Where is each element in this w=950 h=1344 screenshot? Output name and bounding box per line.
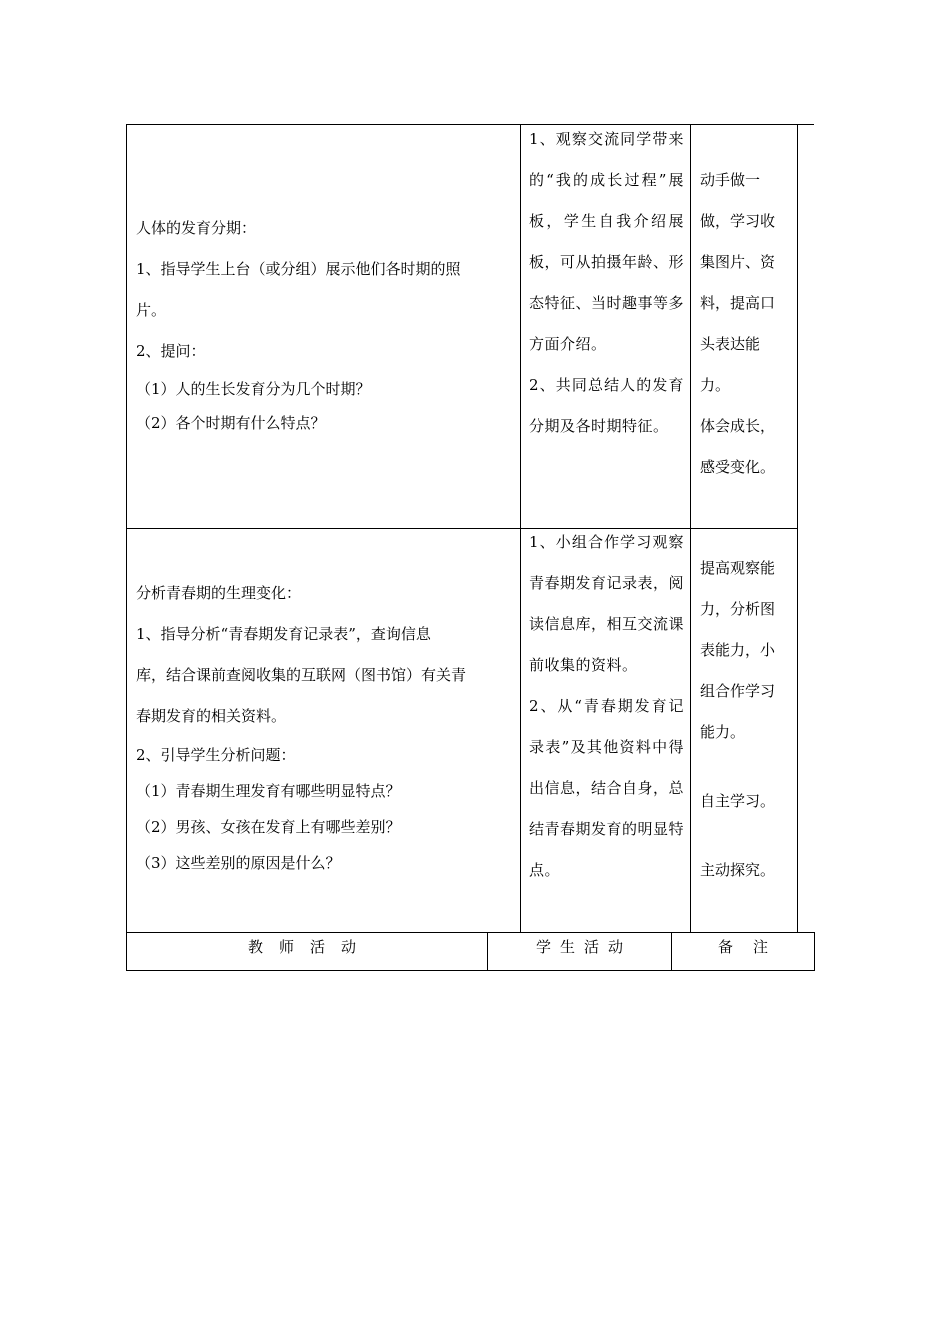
footer-border-top xyxy=(126,932,814,933)
row2-note-line: 提高观察能 xyxy=(700,559,776,577)
row1-note-line: 做，学习收 xyxy=(700,212,776,230)
row2-note-line: 力，分析图 xyxy=(700,600,776,618)
row2-student-para: 1、小组合作学习观察青春期发育记录表，阅读信息库，相互交流课前收集的资料。 xyxy=(529,533,685,674)
row1-teacher-line: （1）人的生长发育分为几个时期？ xyxy=(136,380,371,398)
row2-student-activity xyxy=(529,522,684,891)
table-border-left xyxy=(126,124,127,971)
row2-teacher-line: 库，结合课前查阅收集的互联网（图书馆）有关青 xyxy=(136,666,467,684)
table-border-right xyxy=(814,932,815,971)
row2-note-line xyxy=(700,753,788,781)
footer-divider-2 xyxy=(671,932,672,971)
col-divider-3 xyxy=(797,124,798,933)
row1-note-line: 料，提高口 xyxy=(700,294,776,312)
student-activity-header: 学生活动 xyxy=(536,938,633,956)
row2-note-line: 表能力，小 xyxy=(700,641,776,659)
row2-note-line: 自主学习。 xyxy=(700,792,776,810)
row2-teacher-activity xyxy=(136,573,516,881)
teacher-activity-header: 教师活动 xyxy=(248,938,373,956)
row2-note-line: 主动探究。 xyxy=(700,861,776,879)
row1-student-para: 2、共同总结人的发育分期及各时期特征。 xyxy=(529,376,684,435)
row1-teacher-line: 片。 xyxy=(136,301,167,319)
row2-teacher-line: 1、指导分析“青春期发育记录表”，查询信息 xyxy=(136,625,431,643)
row1-teacher-line: 人体的发育分期： xyxy=(136,219,257,237)
row2-note-line xyxy=(700,822,788,850)
row1-teacher-line: （2）各个时期有什么特点？ xyxy=(136,414,326,432)
row2-teacher-line: （1）青春期生理发育有哪些明显特点？ xyxy=(136,782,401,800)
row1-note-line: 头表达能 xyxy=(700,335,761,353)
row1-note-line: 力。 xyxy=(700,376,731,394)
row2-teacher-line: 春期发育的相关资料。 xyxy=(136,707,287,725)
row2-note-line: 组合作学习 xyxy=(700,682,776,700)
row-divider xyxy=(126,528,798,529)
table-border-top xyxy=(126,124,814,125)
row1-student-activity xyxy=(529,119,684,447)
row2-teacher-line: （2）男孩、女孩在发育上有哪些差别？ xyxy=(136,818,401,836)
row1-teacher-activity xyxy=(136,208,516,440)
col-divider-1 xyxy=(520,124,521,933)
row2-teacher-line: 分析青春期的生理变化： xyxy=(136,584,302,602)
row1-teacher-line: 2、提问： xyxy=(136,342,206,360)
row1-student-para: 1、观察交流同学带来的“我的成长过程”展板，学生自我介绍展板，可从拍摄年龄、形态特征、当时趣事等多方面介绍。 xyxy=(529,130,685,353)
row1-note-line: 感受变化。 xyxy=(700,458,776,476)
col-divider-2 xyxy=(690,124,691,933)
row1-teacher-line: 1、指导学生上台（或分组）展示他们各时期的照 xyxy=(136,260,461,278)
row1-notes xyxy=(700,160,788,488)
footer-divider-1 xyxy=(487,932,488,971)
row1-note-line: 体会成长， xyxy=(700,417,776,435)
row2-teacher-line: 2、引导学生分析问题： xyxy=(136,746,296,764)
row2-notes xyxy=(700,548,788,891)
row1-note-line: 集图片、资 xyxy=(700,253,776,271)
row2-student-para: 2、从“青春期发育记录表”及其他资料中得出信息，结合自身，总结青春期发育的明显特点。 xyxy=(529,697,685,879)
footer-border-bottom xyxy=(126,970,814,971)
row2-note-line: 能力。 xyxy=(700,723,746,741)
notes-header: 备注 xyxy=(718,938,789,956)
row2-teacher-line: （3）这些差别的原因是什么？ xyxy=(136,854,341,872)
row1-note-line: 动手做一 xyxy=(700,171,761,189)
